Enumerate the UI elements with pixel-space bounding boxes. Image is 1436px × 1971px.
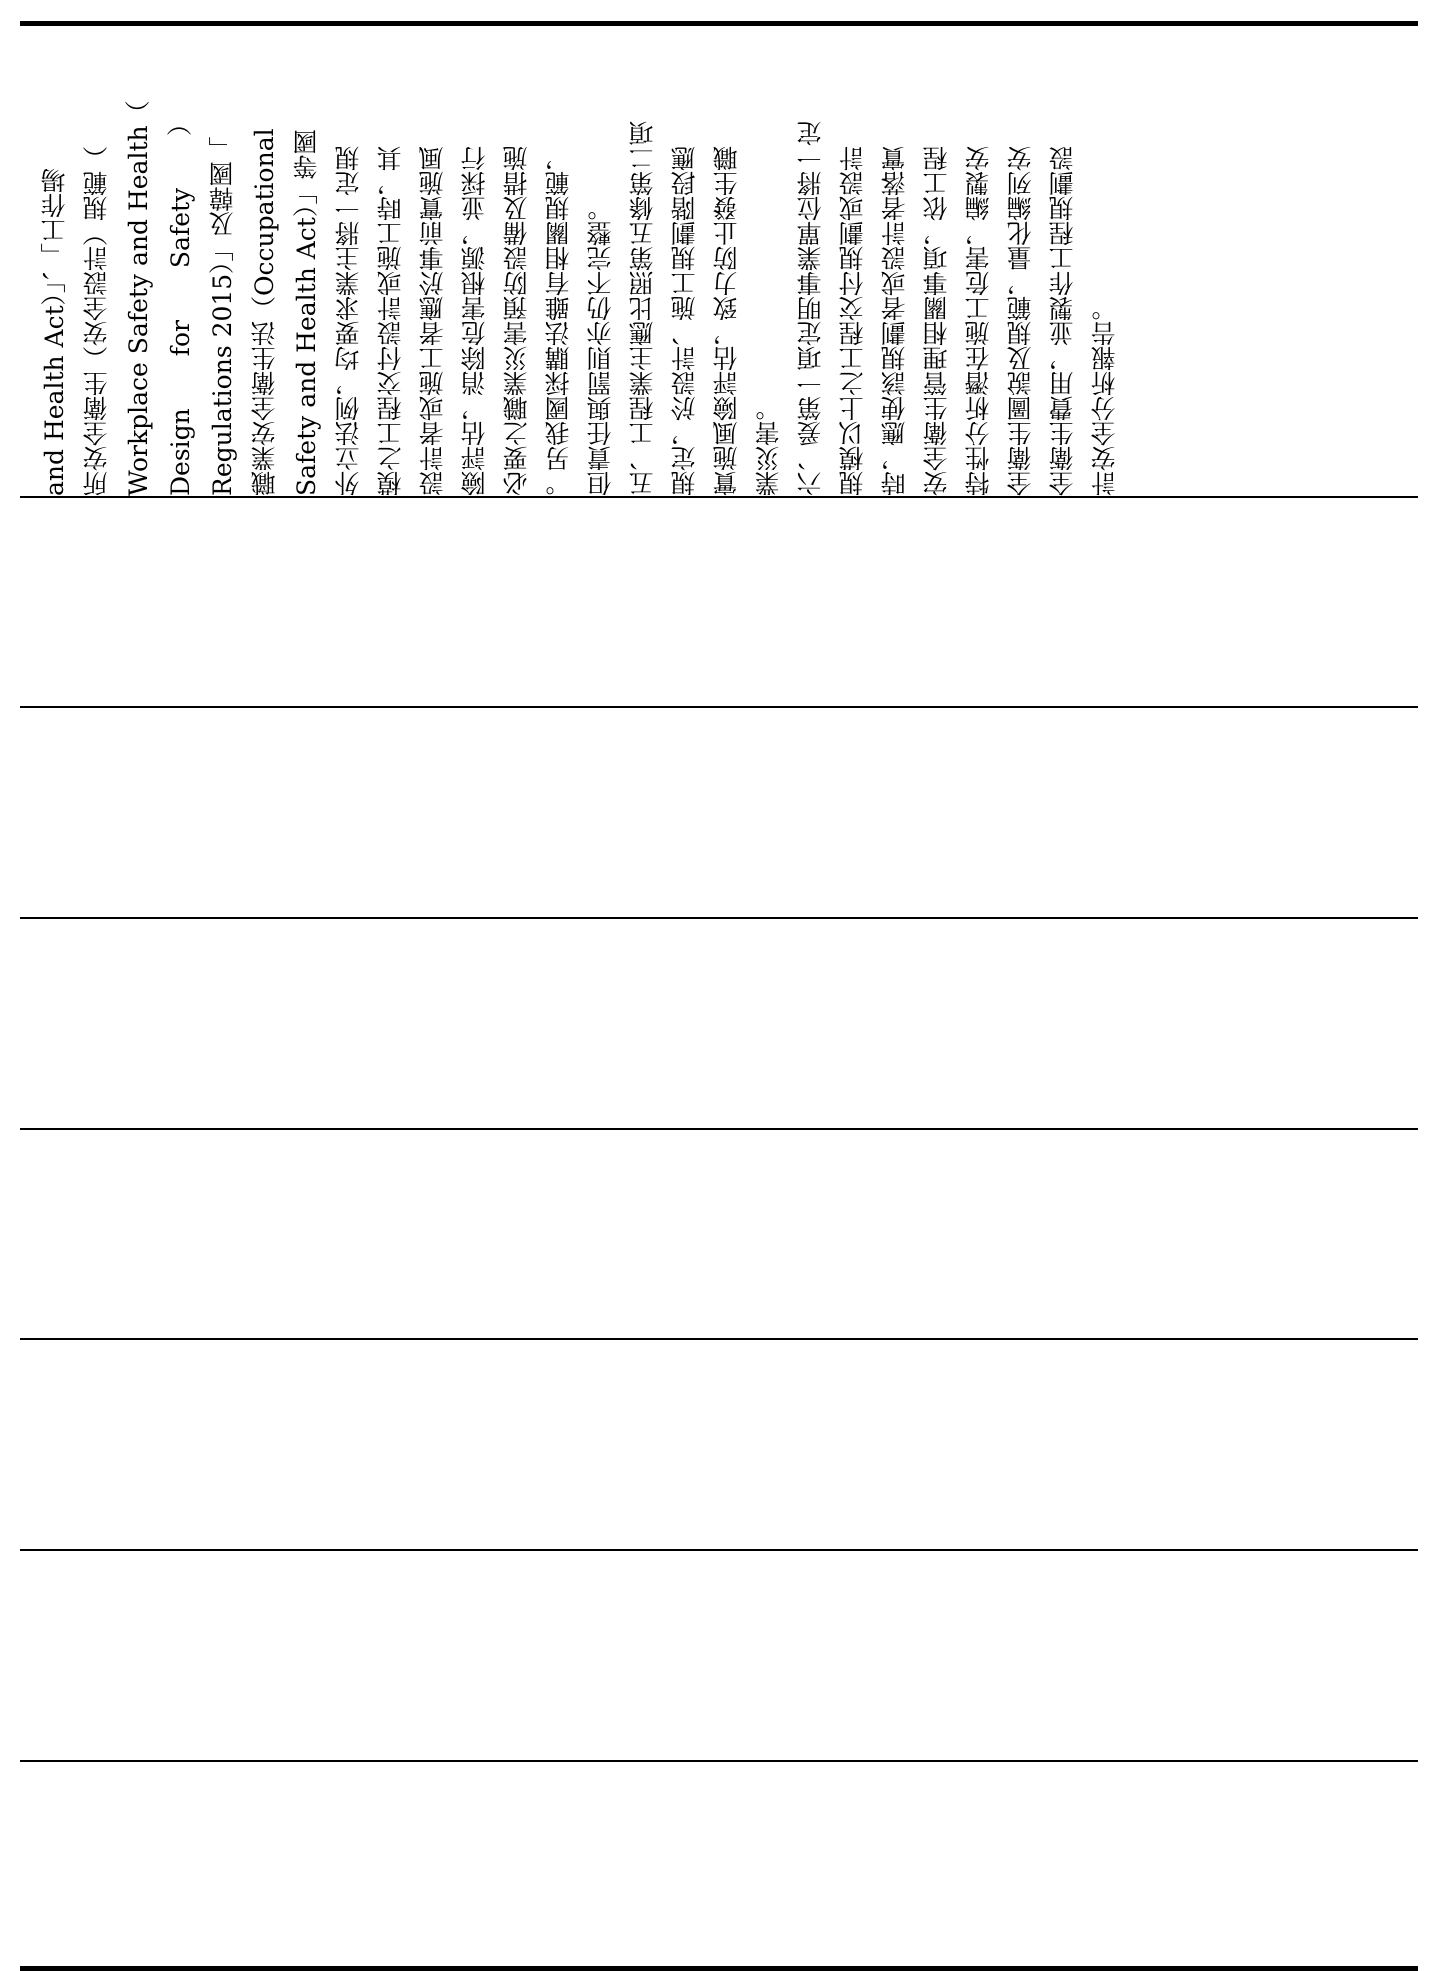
- text-line: 全衛生費用，並製作工程規劃設: [1048, 146, 1077, 496]
- top-rule: [20, 21, 1418, 26]
- text-line: 業災害。: [754, 396, 783, 496]
- text-line: and Health Act）」、「工作場: [40, 167, 69, 496]
- row-divider: [20, 706, 1418, 708]
- text-line: Design for Safety ）: [166, 110, 195, 496]
- text-line: 時，應使該規劃者或設計者落實: [880, 146, 909, 496]
- row-divider: [20, 1338, 1418, 1340]
- text-line: 全衛生圖說及規範，量化編列安: [1006, 146, 1035, 496]
- text-line: 計安全分析報告。: [1090, 296, 1119, 496]
- row-divider: [20, 917, 1418, 919]
- row-divider: [20, 1128, 1418, 1130]
- row-divider: [20, 1549, 1418, 1551]
- text-line: 但責任與罰則亦仍不完整。: [586, 196, 615, 496]
- text-line: 所安全衛生（安全設計）規範（: [82, 146, 111, 496]
- text-line: 規定，於設計、施工規劃階段應: [670, 146, 699, 496]
- row-divider: [20, 496, 1418, 498]
- text-line: 實施風險評估，致力防止發生職: [712, 146, 741, 496]
- text-line: 規模以上之工程交付規劃或設計: [838, 146, 867, 496]
- text-line: 外立法例，均要求業主將一定規: [334, 146, 363, 496]
- text-line: 設計者或施工者應於事前實施風: [418, 146, 447, 496]
- text-line: 職業安全衛生法（Occupational: [250, 128, 279, 496]
- text-line: 險評估，消除危害根源，並採行: [460, 146, 489, 496]
- text-line: 安全衛生管理相關事項，依工程: [922, 146, 951, 496]
- text-line: Safety and Health Act）」等國: [292, 129, 321, 496]
- row-divider: [20, 1760, 1418, 1762]
- text-line: 模之工程交付設計或施工時，其: [376, 146, 405, 496]
- text-line: 特性分析潛在施工危害，編製安: [964, 146, 993, 496]
- text-line: 六、爰第一項定明事業單位將一定: [796, 121, 825, 496]
- text-line: Workplace Safety and Health（: [124, 100, 153, 496]
- bottom-rule: [20, 1966, 1418, 1971]
- text-line: 五、工程業主應比照第五條第二項: [628, 121, 657, 496]
- text-line: 必要之職業災害預防設備及措施: [502, 146, 531, 496]
- text-line: 。另我國採購法雖有相關規範，: [544, 146, 573, 496]
- text-line: Regulations 2015）」及韓國「: [208, 136, 237, 496]
